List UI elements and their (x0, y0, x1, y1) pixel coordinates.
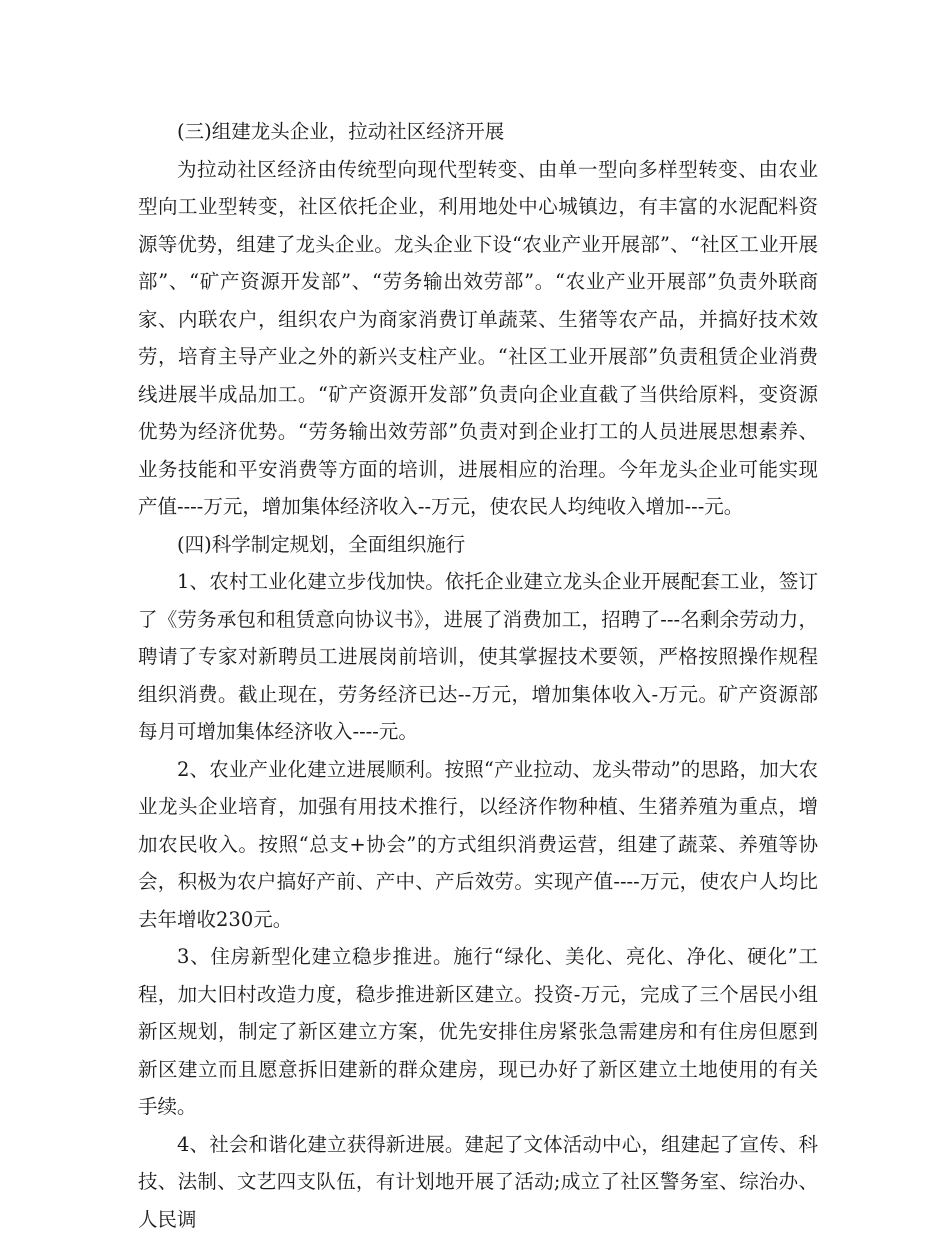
paragraph-item-2: 2、农业产业化建立进展顺利。按照“产业拉动、龙头带动”的思路，加大农业龙头企业培育，加强有用技术推行，以经济作物种植、生猪养殖为重点，增加农民收入。按照“总支+协会”的方式组织消费运营，组建了蔬菜、养殖等协会，积极为农户搞好产前、产中、产后效劳。实现产值----万元，使农户人均比去年增收230元。 (138, 751, 818, 939)
paragraph-dragon-head-enterprise: 为拉动社区经济由传统型向现代型转变、由单一型向多样型转变、由农业型向工业型转变，社区依托企业，利用地处中心城镇边，有丰富的水泥配料资源等优势，组建了龙头企业。龙头企业下设“农业产业开展部”、“社区工业开展部”、“矿产资源开发部”、“劳务输出效劳部”。“农业产业开展部”负责外联商家、内联农户，组织农户为商家消费订单蔬菜、生猪等农产品，并搞好技术效劳，培育主导产业之外的新兴支柱产业。“社区工业开展部”负责租赁企业消费线进展半成品加工。“矿产资源开发部”负责向企业直截了当供给原料，变资源优势为经济优势。“劳务输出效劳部”负责对到企业打工的人员进展思想素养、业务技能和平安消费等方面的培训，进展相应的治理。今年龙头企业可能实现产值----万元，增加集体经济收入--万元，使农民人均纯收入增加---元。 (138, 151, 818, 526)
section-heading-3: (三)组建龙头企业，拉动社区经济开展 (138, 113, 818, 151)
paragraph-item-1: 1、农村工业化建立步伐加快。依托企业建立龙头企业开展配套工业，签订了《劳务承包和租赁意向协议书》，进展了消费加工，招聘了---名剩余劳动力，聘请了专家对新聘员工进展岗前培训，使其掌握技术要领，严格按照操作规程组织消费。截止现在，劳务经济已达--万元，增加集体收入-万元。矿产资源部每月可增加集体经济收入----元。 (138, 563, 818, 751)
section-heading-4: (四)科学制定规划，全面组织施行 (138, 526, 818, 564)
paragraph-item-4: 4、社会和谐化建立获得新进展。建起了文体活动中心，组建起了宣传、科技、法制、文艺四支队伍，有计划地开展了活动;成立了社区警务室、综治办、人民调 (138, 1126, 818, 1238)
paragraph-item-3: 3、住房新型化建立稳步推进。施行“绿化、美化、亮化、净化、硬化”工程，加大旧村改造力度，稳步推进新区建立。投资-万元，完成了三个居民小组新区规划，制定了新区建立方案，优先安排住房紧张急需建房和有住房但愿到新区建立而且愿意拆旧建新的群众建房，现已办好了新区建立土地使用的有关手续。 (138, 938, 818, 1126)
document-body (138, 113, 818, 1238)
